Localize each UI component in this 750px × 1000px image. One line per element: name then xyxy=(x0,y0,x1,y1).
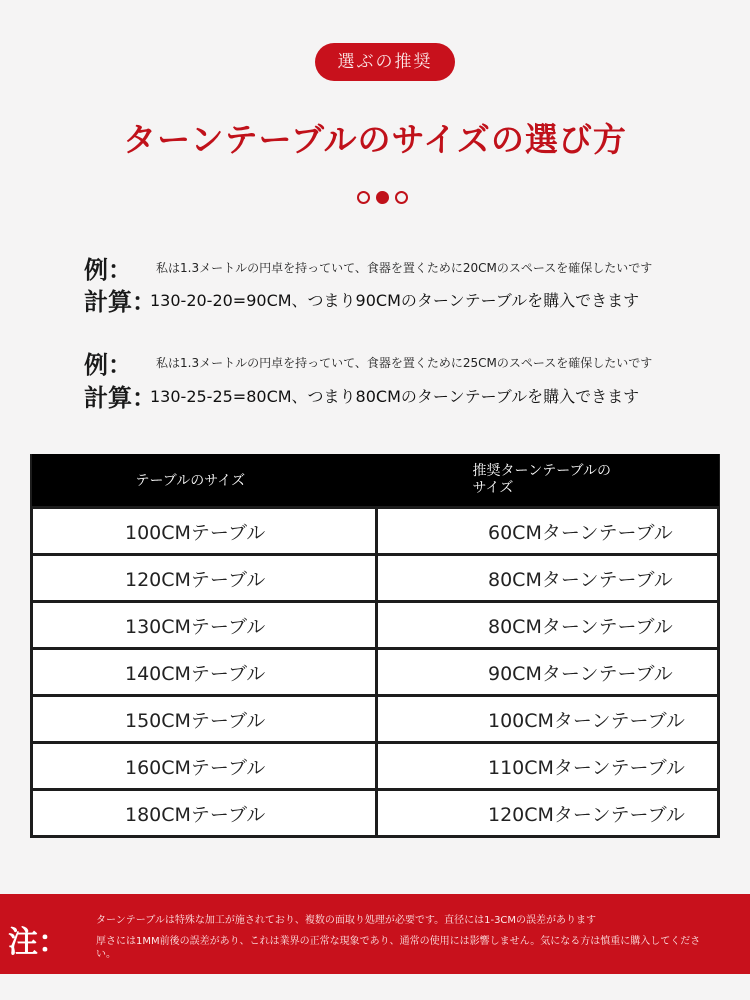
note-line: 厚さには1MM前後の誤差があり、これは業界の正常な現象であり、通常の使用には影響しません。気になる方は慎重に購入してください。 xyxy=(96,936,701,960)
column-header-turntable-size: 推奨ターンテーブルの サイズ xyxy=(377,454,719,508)
example-text: 私は1.3メートルの円卓を持っていて、食器を置くために25CMのスペースを確保したいです xyxy=(156,356,653,370)
note-line: ターンテーブルは特殊な加工が施されており、複数の面取り処理が必要です。直径には1-3CMの誤差があります xyxy=(96,915,597,926)
table-row xyxy=(32,555,719,602)
turntable-size-cell: 120CMターンテーブル xyxy=(377,790,719,837)
turntable-size-cell: 90CMターンテーブル xyxy=(377,649,719,696)
calc-text: 130-20-20=90CM、つまり90CMのターンテーブルを購入できます xyxy=(150,291,640,310)
table-row xyxy=(32,508,719,555)
calc-label: 計算： xyxy=(84,288,156,316)
note-band xyxy=(0,894,750,974)
table-row xyxy=(32,602,719,649)
turntable-size-cell: 80CMターンテーブル xyxy=(377,555,719,602)
dot-indicator-active xyxy=(376,191,389,204)
turntable-size-cell: 80CMターンテーブル xyxy=(377,602,719,649)
page-title: ターンテーブルのサイズの選び方 xyxy=(123,120,627,159)
dot-indicator xyxy=(357,191,370,204)
calc-text: 130-25-25=80CM、つまり80CMのターンテーブルを購入できます xyxy=(150,387,640,406)
section-badge: 選ぶの推奨 xyxy=(315,43,455,81)
example-1 xyxy=(84,250,652,285)
calculation-2 xyxy=(84,378,639,413)
calculation-1 xyxy=(84,282,639,317)
table-row xyxy=(32,649,719,696)
note-text xyxy=(96,914,716,969)
column-header-table-size: テーブルのサイズ xyxy=(32,454,377,508)
table-size-cell: 120CMテーブル xyxy=(32,555,377,602)
dot-indicator xyxy=(395,191,408,204)
table-size-cell: 160CMテーブル xyxy=(32,743,377,790)
example-2 xyxy=(84,345,652,380)
calc-label: 計算： xyxy=(84,384,156,412)
example-label: 例： xyxy=(84,256,132,284)
size-table xyxy=(30,454,720,838)
table-size-cell: 100CMテーブル xyxy=(32,508,377,555)
example-label: 例： xyxy=(84,351,132,379)
note-label: 注： xyxy=(8,925,68,960)
turntable-size-cell: 110CMターンテーブル xyxy=(377,743,719,790)
table-size-cell: 150CMテーブル xyxy=(32,696,377,743)
table-row xyxy=(32,743,719,790)
table-size-cell: 130CMテーブル xyxy=(32,602,377,649)
example-text: 私は1.3メートルの円卓を持っていて、食器を置くために20CMのスペースを確保したいです xyxy=(156,261,653,275)
carousel-dots xyxy=(357,191,408,204)
table-size-cell: 140CMテーブル xyxy=(32,649,377,696)
table-size-cell: 180CMテーブル xyxy=(32,790,377,837)
table-header-row xyxy=(32,454,719,508)
turntable-size-cell: 60CMターンテーブル xyxy=(377,508,719,555)
table-row xyxy=(32,790,719,837)
turntable-size-cell: 100CMターンテーブル xyxy=(377,696,719,743)
table-row xyxy=(32,696,719,743)
